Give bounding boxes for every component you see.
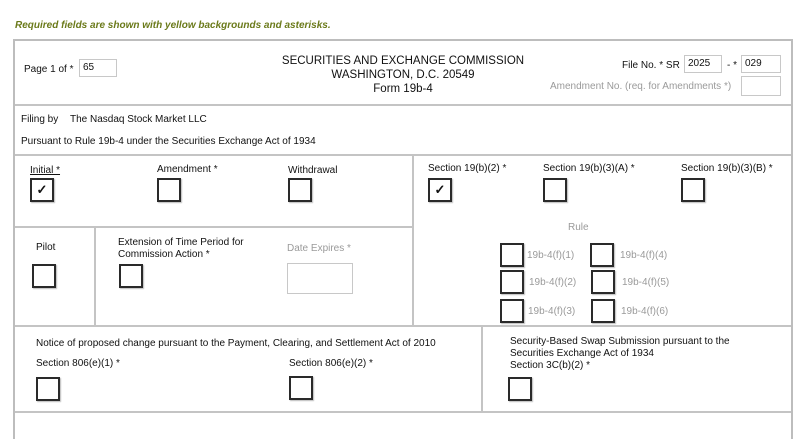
rule-label: Rule — [568, 222, 589, 233]
date-expires-input[interactable] — [287, 263, 353, 294]
rule-19b4-f4-checkbox[interactable] — [590, 243, 614, 267]
swap-text-line3: Section 3C(b)(2) * — [510, 360, 591, 371]
rule-19b4-f2-checkbox[interactable] — [500, 270, 524, 294]
rule-19b4-f3-checkbox[interactable] — [500, 299, 524, 323]
divider-swap — [481, 327, 483, 411]
rule-19b4-f6-checkbox[interactable] — [591, 299, 615, 323]
filing-options-section — [15, 156, 791, 327]
section-19b2-checkbox[interactable]: ✓ — [428, 178, 452, 202]
page-label: Page 1 of * — [24, 64, 74, 75]
payment-clearing-title: Notice of proposed change pursuant to the Payment, Clearing, and Settlement Act of 2010 — [36, 338, 436, 349]
withdrawal-checkbox[interactable] — [288, 178, 312, 202]
filing-by-value: The Nasdaq Stock Market LLC — [70, 114, 207, 125]
section-806e2-label: Section 806(e)(2) * — [289, 358, 373, 369]
title-line-address: WASHINGTON, D.C. 20549 — [331, 69, 475, 81]
file-no-label: File No. * SR — [622, 60, 680, 71]
file-number-input[interactable]: 029 — [741, 55, 781, 73]
file-separator: - * — [727, 60, 737, 71]
rule-19b4-f1-label: 19b-4(f)(1) — [527, 250, 575, 261]
swap-text-line2: Securities Exchange Act of 1934 — [510, 348, 654, 359]
divider-vertical — [412, 156, 414, 325]
section-806e1-checkbox[interactable] — [36, 377, 60, 401]
divider-pilot — [94, 228, 96, 325]
header-section — [15, 41, 791, 106]
section-806e2-checkbox[interactable] — [289, 376, 313, 400]
pilot-checkbox[interactable] — [32, 264, 56, 288]
form-19b-4 — [13, 39, 793, 439]
rule-19b4-f1-checkbox[interactable] — [500, 243, 524, 267]
file-year-input[interactable]: 2025 — [684, 55, 722, 73]
amendment-checkbox[interactable] — [157, 178, 181, 202]
withdrawal-label: Withdrawal — [288, 165, 338, 176]
rule-19b4-f5-checkbox[interactable] — [591, 270, 615, 294]
rule-19b4-f5-label: 19b-4(f)(5) — [622, 277, 670, 288]
amendment-label: Amendment No. (req. for Amendments *) — [550, 81, 732, 92]
section-806e1-label: Section 806(e)(1) * — [36, 358, 120, 369]
section-19b3b-checkbox[interactable] — [681, 178, 705, 202]
section-19b3a-checkbox[interactable] — [543, 178, 567, 202]
date-expires-label: Date Expires * — [287, 243, 351, 254]
rule-19b4-f3-label: 19b-4(f)(3) — [528, 306, 576, 317]
initial-checkbox[interactable]: ✓ — [30, 178, 54, 202]
swap-text-line1: Security-Based Swap Submission pursuant to the — [510, 336, 730, 347]
pursuant-text: Pursuant to Rule 19b-4 under the Securities Exchange Act of 1934 — [21, 136, 316, 147]
rule-19b4-f6-label: 19b-4(f)(6) — [621, 306, 669, 317]
extension-label-line2: Commission Action * — [118, 249, 210, 260]
title-line-commission: SECURITIES AND EXCHANGE COMMISSION — [281, 55, 525, 67]
rule-19b4-f4-label: 19b-4(f)(4) — [620, 250, 668, 261]
section-19b2-label: Section 19(b)(2) * — [428, 163, 507, 174]
filer-section — [15, 106, 791, 156]
amendment-number-input[interactable] — [741, 76, 781, 96]
pilot-label: Pilot — [36, 242, 56, 253]
rule-19b4-f2-label: 19b-4(f)(2) — [529, 277, 577, 288]
section-19b3a-label: Section 19(b)(3)(A) * — [543, 163, 635, 174]
required-fields-notice: Required fields are shown with yellow backgrounds and asterisks. — [15, 20, 331, 31]
section-19b3b-label: Section 19(b)(3)(B) * — [681, 163, 773, 174]
amendment-type-label: Amendment * — [157, 164, 218, 175]
payment-swap-section — [15, 327, 791, 413]
section-3cb2-checkbox[interactable] — [508, 377, 532, 401]
extension-checkbox[interactable] — [119, 264, 143, 288]
title-line-form: Form 19b-4 — [373, 83, 433, 95]
filing-by-label: Filing by — [21, 114, 59, 125]
extension-label-line1: Extension of Time Period for — [118, 237, 244, 248]
page-total-input[interactable]: 65 — [79, 59, 117, 77]
initial-label: Initial * — [30, 165, 61, 176]
